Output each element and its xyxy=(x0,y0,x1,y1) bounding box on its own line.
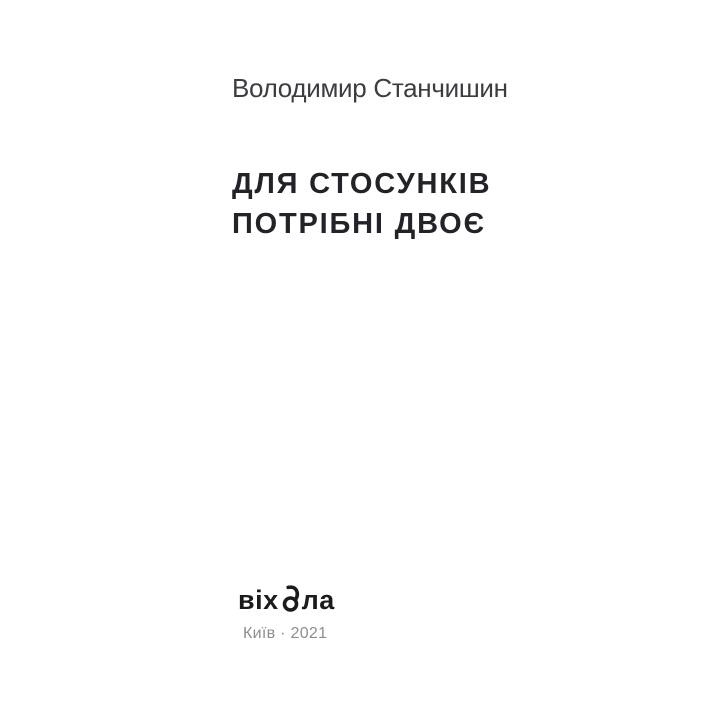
imprint-line: Київ · 2021 xyxy=(243,625,328,642)
vortex-o-icon xyxy=(280,583,301,612)
publisher-logo xyxy=(238,580,335,616)
book-title-line-2: ПОТРІБНІ ДВОЄ xyxy=(232,208,486,240)
book-title xyxy=(232,164,491,244)
book-title-line-1: ДЛЯ СТОСУНКІВ xyxy=(232,168,492,200)
publisher-logo-text-after: ла xyxy=(301,585,335,615)
publisher-logo-text-before: віх xyxy=(238,585,279,615)
publisher-block xyxy=(238,580,335,644)
author-name: Володимир Станчишин xyxy=(232,73,508,103)
